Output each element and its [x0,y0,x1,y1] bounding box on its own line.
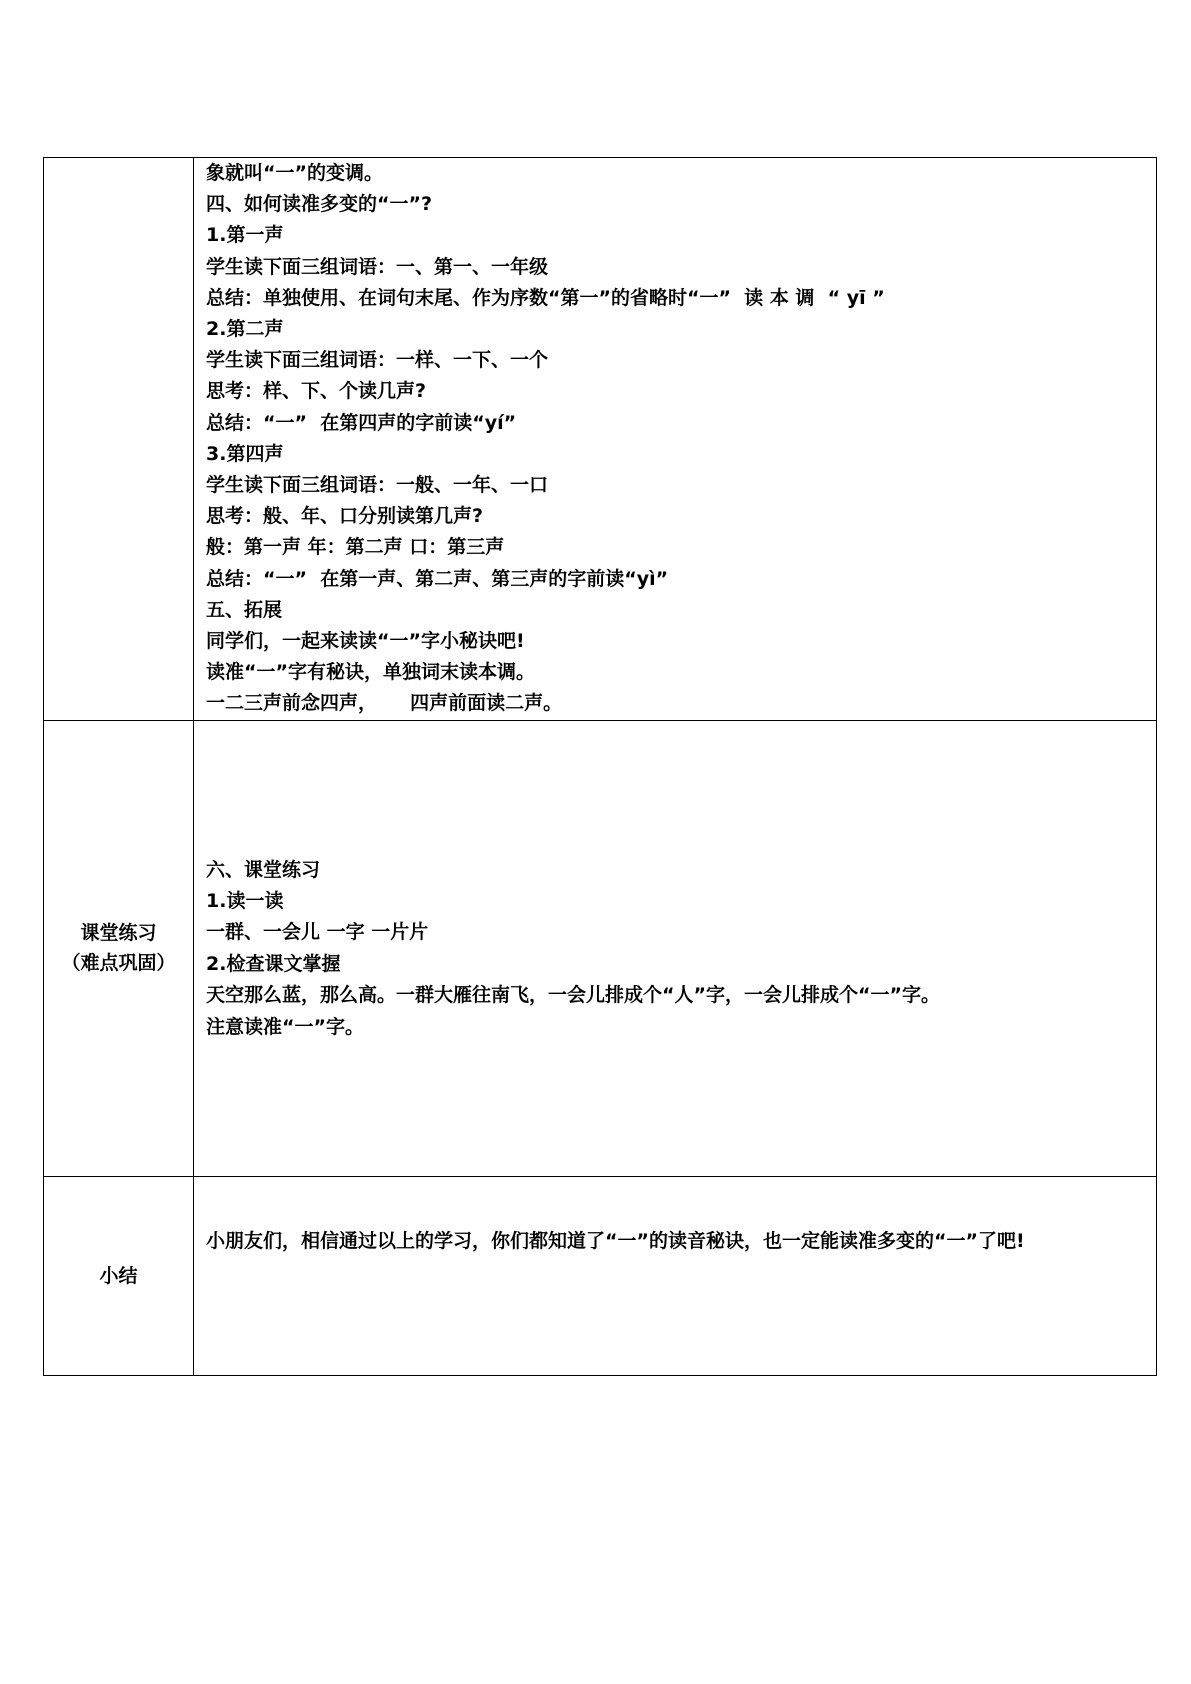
section-heading: 六、课堂练习 [206,858,321,881]
summary-content-cell [194,1176,1157,1375]
summary-row [44,1176,1157,1375]
practice-label-line1: 课堂练习 [80,922,157,945]
content-line: 总结：“一” 在第四声的字前读“yí” [206,411,517,434]
content-line: 天空那么蓝，那么高。一群大雁往南飞，一会儿排成个“人”字，一会儿排成个“一”字。 [206,984,940,1007]
content-line: 读准“一”字有秘诀，单独词末读本调。 [206,661,535,684]
practice-content-cell [194,720,1157,1176]
content-line: 同学们，一起来读读“一”字小秘诀吧! [206,630,525,653]
section-heading: 四、如何读准多变的“一”? [206,193,432,216]
content-line: 学生读下面三组词语：一般、一年、一口 [206,474,549,497]
subheading: 2.第二声 [206,318,284,341]
content-line: 学生读下面三组词语：一、第一、一年级 [206,255,549,278]
summary-label-cell [44,1176,194,1375]
continuation-row [44,158,1157,721]
subheading: 3.第四声 [206,442,284,465]
content-line: 总结：“一” 在第一声、第二声、第三声的字前读“yì” [206,567,669,590]
content-line: 一群、一会儿 一字 一片片 [206,921,429,944]
continuation-content-cell [194,158,1157,721]
subheading: 1.读一读 [206,890,284,913]
content-line: 总结：单独使用、在词句末尾、作为序数“第一”的省略时“一” 读 本 调 “ yī ” [206,286,885,309]
content-line: 学生读下面三组词语：一样、一下、一个 [206,349,549,372]
lesson-plan-table [43,157,1157,1376]
content-line: 般：第一声 年：第二声 口：第三声 [206,536,505,559]
content-line: 注意读准“一”字。 [206,1015,364,1038]
practice-label-line2: （难点巩固） [61,952,176,975]
content-line: 一二三声前念四声， 四声前面读二声。 [206,692,563,715]
content-line: 思考：样、下、个读几声? [206,380,427,403]
section-heading: 五、拓展 [206,598,283,621]
subheading: 2.检查课文掌握 [206,952,341,975]
summary-text: 小朋友们，相信通过以上的学习，你们都知道了“一”的读音秘诀，也一定能读准多变的“一”了吧! [206,1229,1025,1252]
practice-row [44,720,1157,1176]
practice-label-cell [44,720,194,1176]
content-line: 象就叫“一”的变调。 [206,162,383,184]
content-line: 思考：般、年、口分别读第几声? [206,505,484,528]
subheading: 1.第一声 [206,224,284,247]
summary-label: 小结 [99,1264,138,1287]
continuation-label-cell [44,158,194,721]
